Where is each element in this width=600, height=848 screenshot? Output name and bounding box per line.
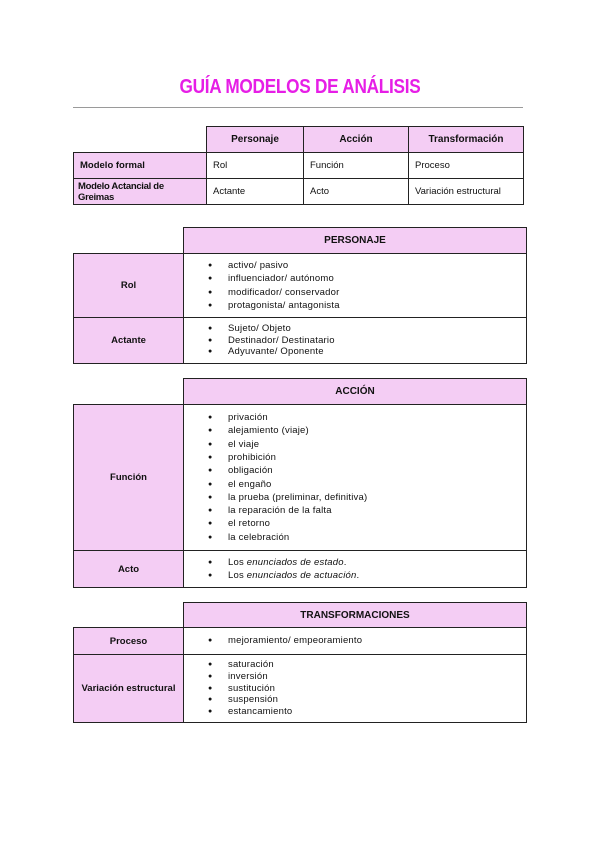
empty-corner-cell bbox=[74, 603, 184, 628]
header-personaje: Personaje bbox=[207, 127, 304, 153]
table-row bbox=[74, 551, 527, 588]
list-item: ● la reparación de la falta bbox=[190, 504, 520, 517]
row-label-actante: Actante bbox=[74, 318, 184, 364]
variacion-list-cell bbox=[184, 655, 527, 723]
list-item: ● inversión bbox=[190, 671, 520, 683]
list-item: ● suspensión bbox=[190, 694, 520, 706]
table-row bbox=[74, 318, 527, 364]
list-item: ● Destinador/ Destinatario bbox=[190, 335, 520, 347]
list-item: ● el retorno bbox=[190, 517, 520, 530]
row-label-variacion-estructural: Variación estructural bbox=[74, 655, 184, 723]
header-transformacion: Transformación bbox=[409, 127, 524, 153]
list-item: ● saturación bbox=[190, 659, 520, 671]
empty-corner-cell bbox=[74, 127, 207, 153]
accion-table bbox=[73, 378, 527, 588]
rol-list bbox=[190, 259, 520, 312]
list-item: ● la prueba (preliminar, definitiva) bbox=[190, 491, 520, 504]
row-label-rol: Rol bbox=[74, 254, 184, 318]
row-label-modelo-formal: Modelo formal bbox=[74, 153, 207, 179]
list-item bbox=[190, 556, 520, 569]
list-item bbox=[190, 569, 520, 582]
proceso-list-cell bbox=[184, 628, 527, 655]
list-item: ● obligación bbox=[190, 464, 520, 477]
list-item: ● el engaño bbox=[190, 478, 520, 491]
title-divider bbox=[73, 107, 523, 108]
personaje-table bbox=[73, 227, 527, 364]
table-row bbox=[74, 179, 524, 205]
actante-list bbox=[190, 323, 520, 358]
cell-funcion: Función bbox=[304, 153, 409, 179]
list-item: ● alejamiento (viaje) bbox=[190, 424, 520, 437]
row-label-proceso: Proceso bbox=[74, 628, 184, 655]
table-row bbox=[74, 254, 527, 318]
list-item: ● Adyuvante/ Oponente bbox=[190, 346, 520, 358]
rol-list-cell bbox=[184, 254, 527, 318]
funcion-list-cell bbox=[184, 405, 527, 551]
list-item: ● Sujeto/ Objeto bbox=[190, 323, 520, 335]
cell-variacion-estructural: Variación estructural bbox=[409, 179, 524, 205]
empty-corner-cell bbox=[74, 228, 184, 254]
acto-item-emphasis: enunciados de estado bbox=[246, 556, 344, 568]
acto-item-suffix: . bbox=[356, 570, 360, 581]
models-table bbox=[73, 126, 524, 205]
acto-list-cell bbox=[184, 551, 527, 588]
list-item: ● mejoramiento/ empeoramiento bbox=[190, 634, 520, 647]
page-title: GUÍA MODELOS DE ANÁLISIS bbox=[179, 76, 421, 98]
acto-item-prefix: Los bbox=[228, 570, 247, 581]
acto-item-prefix: Los bbox=[228, 556, 247, 568]
table-row bbox=[74, 655, 527, 723]
list-item: ● protagonista/ antagonista bbox=[190, 299, 520, 312]
list-item: ● prohibición bbox=[190, 451, 520, 464]
list-item: ● activo/ pasivo bbox=[190, 259, 520, 272]
section-header-accion: ACCIÓN bbox=[184, 379, 527, 405]
cell-actante: Actante bbox=[207, 179, 304, 205]
row-label-funcion: Función bbox=[74, 405, 184, 551]
header-accion: Acción bbox=[304, 127, 409, 153]
section-header-transformaciones: TRANSFORMACIONES bbox=[184, 603, 527, 628]
acto-list bbox=[190, 556, 520, 583]
list-item: ● la celebración bbox=[190, 531, 520, 544]
acto-item-emphasis: enunciados de actuación bbox=[246, 570, 357, 581]
transformaciones-table bbox=[73, 602, 527, 723]
table-row bbox=[74, 405, 527, 551]
row-label-modelo-actancial: Modelo Actancial de Greimas bbox=[74, 179, 207, 205]
list-item: ● influenciador/ autónomo bbox=[190, 272, 520, 285]
list-item: ● modificador/ conservador bbox=[190, 286, 520, 299]
list-item: ● el viaje bbox=[190, 438, 520, 451]
actante-list-cell bbox=[184, 318, 527, 364]
cell-acto: Acto bbox=[304, 179, 409, 205]
variacion-list bbox=[190, 659, 520, 718]
table-row bbox=[74, 153, 524, 179]
list-item: ● privación bbox=[190, 411, 520, 424]
acto-item-suffix: . bbox=[343, 556, 347, 568]
proceso-list bbox=[190, 634, 520, 647]
list-item: ● sustitución bbox=[190, 683, 520, 695]
cell-rol: Rol bbox=[207, 153, 304, 179]
list-item: ● estancamiento bbox=[190, 706, 520, 718]
section-header-personaje: PERSONAJE bbox=[184, 228, 527, 254]
cell-proceso: Proceso bbox=[409, 153, 524, 179]
row-label-acto: Acto bbox=[74, 551, 184, 588]
funcion-list bbox=[190, 411, 520, 544]
empty-corner-cell bbox=[74, 379, 184, 405]
table-row bbox=[74, 628, 527, 655]
